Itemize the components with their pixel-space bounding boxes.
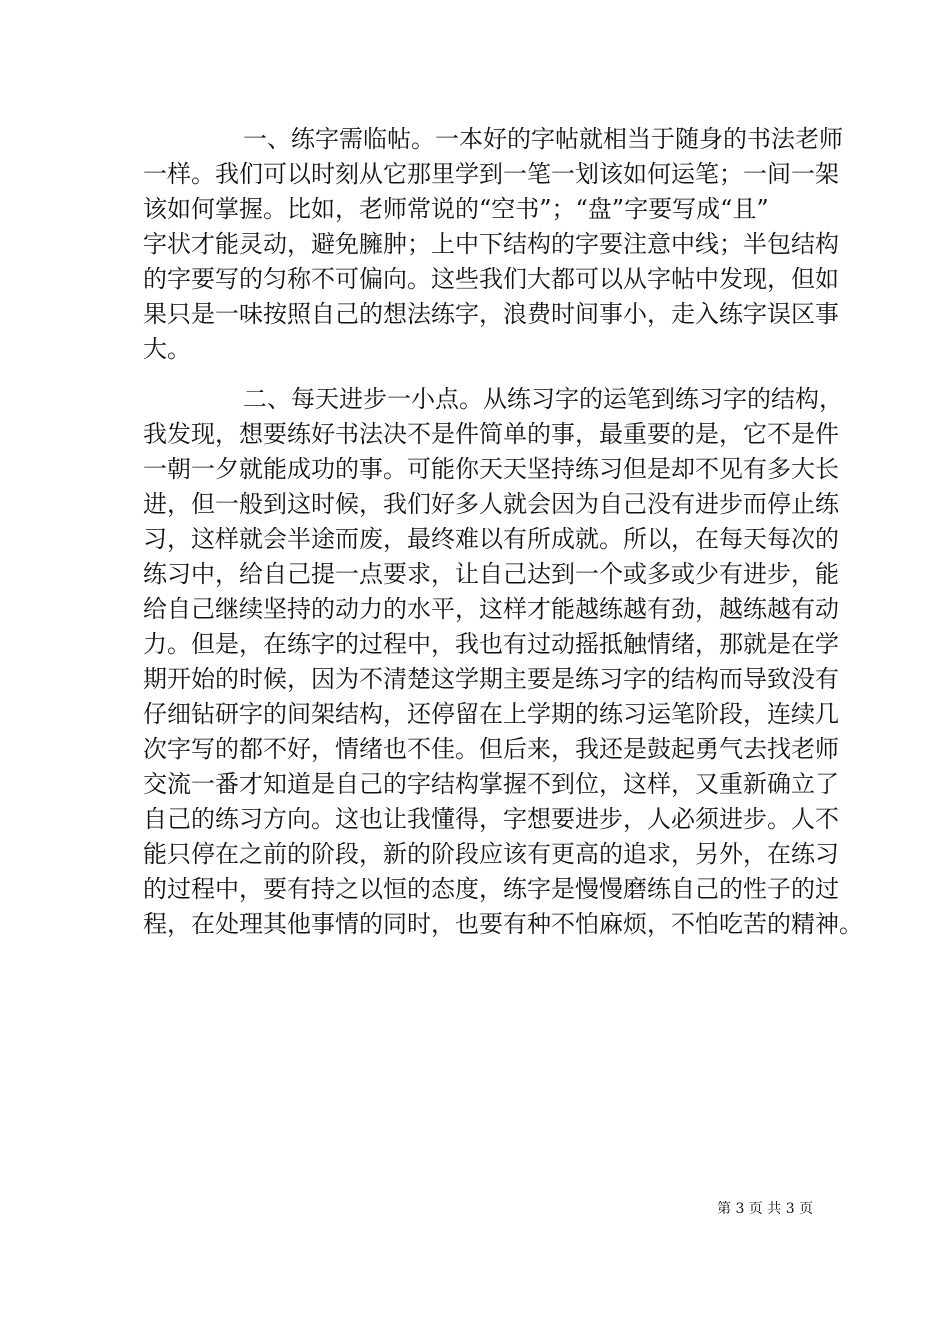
paragraph-1-line-2: 一样。我们可以时刻从它那里学到一笔一划该如何运笔；一间一架	[143, 160, 839, 188]
paragraph-2-line-10: 仔细钻研字的间架结构，还停留在上学期的练习运笔阶段，连续几	[143, 700, 839, 728]
paragraph-2-line-2: 我发现，想要练好书法决不是件简单的事，最重要的是，它不是件	[143, 420, 839, 448]
paragraph-2-line-1: 二、每天进步一小点。从练习字的运笔到练习字的结构，	[243, 385, 843, 413]
paragraph-2-line-7: 给自己继续坚持的动力的水平，这样才能越练越有劲，越练越有动	[143, 595, 839, 623]
paragraph-2-line-5: 习，这样就会半途而废，最终难以有所成就。所以，在每天每次的	[143, 525, 839, 553]
paragraph-2-line-11: 次字写的都不好，情绪也不佳。但后来，我还是鼓起勇气去找老师	[143, 735, 839, 763]
paragraph-1-line-4: 字状才能灵动，避免臃肿；上中下结构的字要注意中线；半包结构	[143, 230, 839, 258]
paragraph-2-line-6: 练习中，给自己提一点要求，让自己达到一个或多或少有进步，能	[143, 560, 839, 588]
paragraph-2-line-15: 的过程中，要有持之以恒的态度，练字是慢慢磨练自己的性子的过	[143, 875, 839, 903]
page-number-footer: 第 3 页 共 3 页	[717, 1201, 814, 1217]
paragraph-1-line-5: 的字要写的匀称不可偏向。这些我们大都可以从字帖中发现，但如	[143, 265, 839, 293]
paragraph-2-line-14: 能只停在之前的阶段，新的阶段应该有更高的追求，另外，在练习	[143, 840, 839, 868]
paragraph-2-line-16: 程，在处理其他事情的同时，也要有种不怕麻烦，不怕吃苦的精神。	[143, 910, 863, 938]
paragraph-2-line-8: 力。但是，在练字的过程中，我也有过动摇抵触情绪，那就是在学	[143, 630, 839, 658]
paragraph-2-line-13: 自己的练习方向。这也让我懂得，字想要进步，人必须进步。人不	[143, 805, 839, 833]
paragraph-2-line-3: 一朝一夕就能成功的事。可能你天天坚持练习但是却不见有多大长	[143, 455, 839, 483]
paragraph-1-line-7: 大。	[143, 335, 191, 363]
paragraph-1-line-1: 一、练字需临帖。一本好的字帖就相当于随身的书法老师	[243, 125, 843, 153]
paragraph-1-line-6: 果只是一味按照自己的想法练字，浪费时间事小，走入练字误区事	[143, 300, 839, 328]
paragraph-2-line-9: 期开始的时候，因为不清楚这学期主要是练习字的结构而导致没有	[143, 665, 839, 693]
paragraph-2-line-4: 进，但一般到这时候，我们好多人就会因为自己没有进步而停止练	[143, 490, 839, 518]
paragraph-1-line-3: 该如何掌握。比如，老师常说的“空书”；“盘”字要写成“且”	[143, 195, 769, 223]
paragraph-2-line-12: 交流一番才知道是自己的字结构掌握不到位，这样，又重新确立了	[143, 770, 839, 798]
